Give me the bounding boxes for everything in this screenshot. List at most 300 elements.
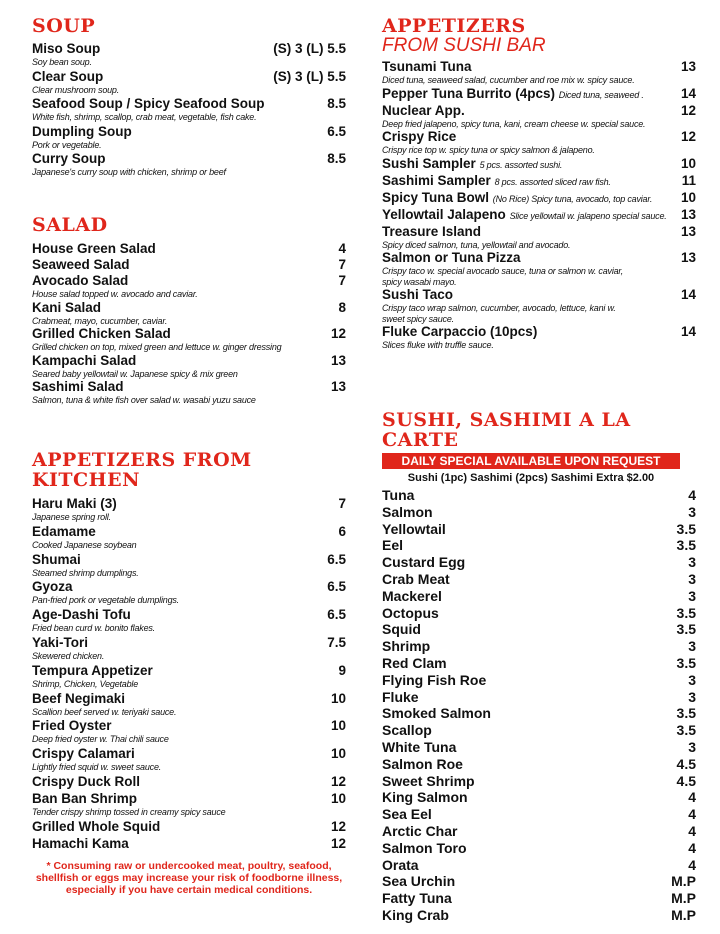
item-name-text: Fluke Carpaccio (10pcs) [382, 324, 538, 339]
item-name-text: Sushi Taco [382, 287, 454, 302]
menu-item-row [382, 689, 696, 706]
menu-item [382, 857, 696, 874]
item-price: 3 [688, 570, 696, 587]
menu-item [382, 655, 696, 672]
item-name [32, 663, 153, 679]
item-name [32, 151, 106, 167]
item-price: 14 [680, 287, 696, 302]
item-name [382, 756, 463, 773]
menu-item-row [32, 326, 346, 342]
item-description: Cooked Japanese soybean [32, 539, 137, 550]
item-name-text: Edamame [32, 523, 96, 539]
item-description: Grilled chicken on top, mixed green and lettuce w. ginger dressing [32, 342, 282, 352]
item-name [32, 774, 140, 790]
menu-item-row [382, 907, 696, 924]
item-name-text: Nuclear App. [382, 102, 465, 118]
item-name [382, 250, 521, 266]
item-name [382, 873, 455, 890]
item-name [32, 326, 171, 342]
item-price: M.P [671, 906, 696, 923]
menu-item [382, 571, 696, 588]
menu-item [382, 504, 696, 521]
menu-item [382, 605, 696, 622]
item-name [382, 571, 450, 588]
item-name-text: Kani Salad [32, 299, 102, 315]
item-description: Japanese spring roll. [32, 512, 111, 522]
menu-item [382, 789, 696, 806]
item-name-text: Ban Ban Shrimp [32, 791, 138, 807]
item-name [32, 635, 88, 651]
item-name-text: House Green Salad [32, 241, 156, 256]
item-description: Seared baby yellowtail w. Japanese spicy & mix green [32, 368, 238, 379]
item-name [382, 103, 465, 119]
item-price: 3.5 [676, 722, 696, 739]
item-name-text: Salmon or Tuna Pizza [382, 250, 521, 265]
menu-item [32, 607, 346, 634]
menu-item [382, 873, 696, 890]
menu-item-row [32, 635, 346, 651]
item-name [382, 504, 433, 521]
item-name-text: Sashimi Sampler [382, 172, 491, 188]
item-name [382, 588, 442, 605]
menu-item-row [382, 890, 696, 907]
item-name-text: Flying Fish Roe [382, 671, 487, 688]
menu-item-row [382, 156, 696, 173]
item-price: 3.5 [676, 520, 696, 537]
item-description: Slices fluke with truffle sauce. [382, 340, 494, 350]
menu-item [382, 823, 696, 840]
item-name [32, 718, 112, 734]
item-description: Pork or vegetable. [32, 139, 102, 150]
menu-item [382, 739, 696, 756]
item-price: 12 [330, 326, 346, 341]
menu-item [382, 554, 696, 571]
item-name-text: Haru Maki (3) [32, 496, 117, 511]
menu-item [32, 124, 346, 151]
item-price: 13 [680, 206, 696, 222]
menu-item-row [32, 607, 346, 623]
menu-item-row [382, 638, 696, 655]
menu-item [382, 86, 696, 103]
item-name-text: Scallop [382, 722, 432, 739]
item-name [32, 836, 129, 852]
item-price: 4 [688, 856, 696, 873]
item-name-text: Crispy Calamari [32, 746, 135, 762]
menu-item [382, 207, 696, 224]
menu-item [32, 41, 346, 68]
menu-item-row [32, 273, 346, 289]
item-price: 3.5 [676, 604, 696, 621]
item-name [382, 86, 644, 103]
item-price: 12 [330, 819, 346, 835]
menu-item-row [382, 806, 696, 823]
item-name-text: Shumai [32, 551, 81, 567]
item-price: 3 [688, 587, 696, 604]
item-price: M.P [671, 890, 696, 907]
item-description: Deep fried jalapeno, spicy tuna, kani, cream cheese w. special sauce. [382, 118, 646, 129]
menu-item [32, 663, 346, 690]
menu-item-row [382, 521, 696, 538]
menu-item-row [32, 96, 346, 112]
item-name-text: Eel [382, 537, 404, 554]
menu-item [32, 300, 346, 327]
menu-item-row [32, 663, 346, 679]
menu-item-row [32, 257, 346, 273]
menu-item-row [32, 746, 346, 762]
item-description: Japanese's curry soup with chicken, shrimp or beef [32, 167, 226, 177]
item-name [32, 691, 125, 707]
item-name-text: Salmon Roe [382, 755, 463, 772]
item-name [382, 487, 414, 504]
item-description: Crispy rice top w. spicy tuna or spicy salmon & jalapeno. [382, 145, 595, 155]
menu-item [382, 890, 696, 907]
item-name-text: Avocado Salad [32, 273, 129, 288]
item-name-text: Kampachi Salad [32, 352, 137, 368]
item-name-text: Beef Negimaki [32, 690, 126, 706]
item-name [32, 300, 101, 316]
menu-item [382, 156, 696, 173]
item-name-text: Sea Urchin [382, 873, 456, 890]
menu-item [382, 806, 696, 823]
item-price: (S) 3 (L) 5.5 [273, 41, 346, 56]
item-name-text: Grilled Chicken Salad [32, 326, 171, 341]
item-description: House salad topped w. avocado and caviar. [32, 289, 198, 299]
item-price: 13 [680, 59, 696, 74]
item-price: 3.5 [676, 621, 696, 638]
item-name-text: Shrimp [382, 638, 431, 655]
menu-item-row [382, 873, 696, 890]
item-name [32, 579, 73, 595]
item-name-text: Smoked Salmon [382, 705, 491, 722]
item-price: 14 [680, 85, 696, 101]
item-name [382, 789, 468, 806]
menu-item-row [382, 857, 696, 874]
item-name-text: Gyoza [32, 579, 73, 595]
kitchen-section [32, 450, 346, 896]
item-inline-description: Diced tuna, seaweed . [558, 89, 644, 100]
menu-item [382, 250, 696, 287]
menu-item-row [382, 605, 696, 622]
menu-item-row [382, 103, 696, 119]
menu-item [382, 487, 696, 504]
item-price: 14 [680, 324, 696, 339]
item-price: 6.5 [327, 123, 346, 139]
item-price: 11 [681, 172, 696, 188]
menu-item [382, 705, 696, 722]
item-inline-description: 8 pcs. assorted sliced raw fish. [494, 176, 611, 187]
menu-item [382, 59, 696, 86]
item-name [382, 207, 667, 224]
menu-item [32, 379, 346, 406]
item-description: Shrimp, Chicken, Vegetable [32, 678, 139, 689]
item-price: 8.5 [327, 96, 346, 111]
item-name-text: Crispy Duck Roll [32, 773, 141, 789]
menu-item [382, 689, 696, 706]
item-description: Diced tuna, seaweed salad, cucumber and roe mix w. spicy sauce. [382, 75, 635, 85]
item-price: 3 [688, 638, 696, 655]
menu-item [32, 774, 346, 790]
menu-item-row [32, 836, 346, 852]
menu-item-row [382, 173, 696, 190]
menu-item [382, 907, 696, 924]
menu-item [32, 257, 346, 273]
item-price: 4 [688, 487, 696, 503]
item-name-text: Tuna [382, 487, 415, 503]
item-name-text: Fatty Tuna [382, 890, 452, 907]
menu-item [32, 746, 346, 773]
item-name [32, 791, 137, 807]
item-price: 10 [330, 718, 346, 734]
item-name-text: Tsunami Tuna [382, 59, 472, 74]
menu-item [32, 496, 346, 523]
item-name [32, 241, 156, 257]
item-description: Scallion beef served w. teriyaki sauce. [32, 706, 177, 717]
item-name-text: Salmon [382, 503, 433, 520]
item-name [382, 857, 419, 874]
item-name [382, 173, 611, 190]
item-name [382, 689, 419, 706]
item-name-text: Curry Soup [32, 151, 106, 166]
item-price: 4.5 [676, 772, 696, 789]
item-price: 6.5 [327, 551, 346, 567]
item-name-text: Tempura Appetizer [32, 662, 153, 678]
menu-item [32, 691, 346, 718]
item-name-text: Squid [382, 621, 421, 638]
menu-item-row [382, 324, 696, 340]
item-price: 12 [680, 102, 696, 118]
menu-item [382, 638, 696, 655]
item-name [382, 156, 562, 173]
item-name [382, 638, 430, 655]
sushi-bar-title: APPETIZERS [382, 15, 526, 37]
menu-item-row [32, 524, 346, 540]
item-name [382, 605, 439, 622]
item-name-text: Yaki-Tori [32, 634, 89, 650]
menu-item [32, 552, 346, 579]
menu-item [32, 151, 346, 178]
item-price: 7 [338, 273, 346, 288]
menu-item [32, 326, 346, 353]
menu-item-row [32, 241, 346, 257]
sushi-bar-section [382, 16, 696, 351]
menu-item [382, 840, 696, 857]
item-name-text: Octopus [382, 604, 439, 621]
sushi-bar-subtitle: FROM SUSHI BAR [382, 35, 546, 56]
menu-item [382, 672, 696, 689]
item-price: 10 [330, 746, 346, 762]
item-description: Skewered chicken. [32, 650, 105, 661]
menu-item-row [32, 579, 346, 595]
menu-item-row [32, 379, 346, 395]
item-name-text: Mackerel [382, 587, 442, 604]
item-description: Spicy diced salmon, tuna, yellowtail and avocado. [382, 239, 571, 250]
item-price: 8 [338, 299, 346, 315]
item-name-text: Pepper Tuna Burrito (4pcs) [382, 85, 556, 101]
item-price: 10 [680, 155, 696, 171]
item-name-text: Clear Soup [32, 68, 104, 84]
menu-item-row [32, 353, 346, 369]
item-name-text: Sweet Shrimp [382, 772, 475, 789]
item-name-text: Orata [382, 856, 419, 873]
item-name [32, 607, 131, 623]
item-price: 3 [688, 554, 696, 571]
item-description: Steamed shrimp dumplings. [32, 567, 139, 578]
menu-item-row [32, 41, 346, 57]
menu-item [382, 287, 696, 324]
menu-item [32, 241, 346, 257]
health-warning-note: * Consuming raw or undercooked meat, poultry, seafood, shellfish or eggs may increase your risk of foodborne illness, especially if you have certain medical conditions. [35, 860, 343, 897]
soup-section [32, 16, 346, 179]
item-price: 3 [688, 671, 696, 688]
menu-item-row [382, 840, 696, 857]
item-name [32, 273, 128, 289]
salad-title: SALAD [32, 214, 108, 236]
kitchen-title: APPETIZERS FROM KITCHEN [32, 449, 252, 491]
menu-item-row [382, 655, 696, 672]
item-price: 13 [330, 379, 346, 394]
item-name [32, 353, 136, 369]
item-name-text: Arctic Char [382, 822, 458, 839]
item-name [32, 552, 81, 568]
item-name [382, 554, 465, 571]
menu-item [32, 524, 346, 551]
item-name [32, 819, 160, 835]
a-la-carte-section [382, 410, 696, 924]
menu-item [382, 103, 696, 130]
item-name [382, 190, 652, 207]
item-description: Lightly fried squid w. sweet sauce. [32, 762, 162, 773]
item-price: 6.5 [327, 607, 346, 623]
menu-item-row [382, 722, 696, 739]
menu-item-row [382, 86, 696, 103]
item-name [382, 655, 447, 672]
menu-item-row [382, 823, 696, 840]
item-price: 10 [330, 690, 346, 706]
menu-item-row [382, 621, 696, 638]
item-name [32, 124, 132, 140]
item-name-text: Crab Meat [382, 570, 450, 587]
menu-item [382, 224, 696, 251]
item-name [382, 890, 452, 907]
menu-item-row [32, 151, 346, 167]
item-name [382, 672, 486, 689]
item-name [382, 739, 456, 756]
item-name [32, 496, 117, 512]
item-price: 4.5 [676, 755, 696, 772]
item-price: 12 [680, 129, 696, 144]
item-name-text: Sea Eel [382, 806, 432, 823]
item-name [382, 907, 449, 924]
menu-item-row [382, 705, 696, 722]
menu-item-row [32, 69, 346, 85]
item-price: 7 [338, 257, 346, 272]
item-name-text: Custard Egg [382, 554, 466, 571]
item-name [382, 705, 491, 722]
menu-item [32, 579, 346, 606]
daily-special-banner: DAILY SPECIAL AVAILABLE UPON REQUEST [382, 453, 680, 469]
item-price: 12 [330, 773, 346, 789]
item-name-text: Seafood Soup / Spicy Seafood Soup [32, 96, 265, 111]
item-name-text: Sashimi Salad [32, 379, 124, 394]
item-name [32, 257, 130, 273]
menu-item-row [32, 496, 346, 512]
item-name [382, 840, 467, 857]
menu-item-row [382, 554, 696, 571]
item-name [32, 41, 100, 57]
menu-item [382, 722, 696, 739]
item-name [32, 69, 103, 85]
item-name [382, 521, 446, 538]
menu-item-row [382, 250, 696, 266]
menu-item-row [32, 691, 346, 707]
menu-item [382, 773, 696, 790]
menu-item-row [32, 124, 346, 140]
item-price: 4 [688, 789, 696, 806]
item-name [382, 722, 432, 739]
soup-title: SOUP [32, 15, 96, 37]
item-name-text: Hamachi Kama [32, 836, 129, 852]
item-description: Clear mushroom soup. [32, 84, 120, 95]
menu-item [382, 129, 696, 156]
item-description: Tender crispy shrimp tossed in creamy spicy sauce [32, 807, 226, 818]
item-name [382, 823, 457, 840]
item-description: Pan-fried pork or vegetable dumplings. [32, 595, 179, 606]
item-price: 4 [688, 822, 696, 839]
item-name-text: Crispy Rice [382, 129, 457, 144]
menu-item [382, 756, 696, 773]
item-description: White fish, shrimp, scallop, crab meat, vegetable, fish cake. [32, 112, 257, 122]
item-price: 6.5 [327, 579, 346, 595]
item-price: 4 [688, 839, 696, 856]
menu-item [32, 819, 346, 835]
menu-item-row [32, 774, 346, 790]
item-price: 4 [688, 806, 696, 823]
menu-item-row [382, 756, 696, 773]
item-name-text: Age-Dashi Tofu [32, 607, 131, 623]
item-price: 3.5 [676, 654, 696, 671]
menu-item-row [382, 224, 696, 240]
item-price: 8.5 [327, 151, 346, 166]
menu-item-row [382, 588, 696, 605]
menu-item [382, 173, 696, 190]
item-name-text: Fried Oyster [32, 718, 112, 734]
item-price: 13 [330, 352, 346, 368]
item-name-text: White Tuna [382, 738, 457, 755]
menu-item [32, 718, 346, 745]
item-price: M.P [671, 873, 696, 890]
item-name-text: Seaweed Salad [32, 257, 130, 272]
item-price: 3.5 [676, 705, 696, 722]
item-price: 3 [688, 503, 696, 520]
item-price: 3 [688, 738, 696, 755]
menu-item-row [32, 552, 346, 568]
item-price: 13 [680, 250, 696, 265]
item-description: Fried bean curd w. bonito flakes. [32, 623, 155, 634]
menu-item-row [382, 789, 696, 806]
item-name [382, 621, 421, 638]
item-name [382, 806, 432, 823]
item-name-text: King Crab [382, 906, 449, 923]
menu-item [32, 353, 346, 380]
item-price: 10 [680, 189, 696, 205]
item-description: Crispy taco w. special avocado sauce, tuna or salmon w. caviar, spicy wasabi mayo. [382, 266, 624, 287]
menu-item-row [382, 571, 696, 588]
item-price: 7.5 [327, 634, 346, 650]
menu-item-row [32, 819, 346, 835]
item-name-text: Miso Soup [32, 41, 101, 56]
menu-item-row [32, 300, 346, 316]
menu-item [382, 537, 696, 554]
